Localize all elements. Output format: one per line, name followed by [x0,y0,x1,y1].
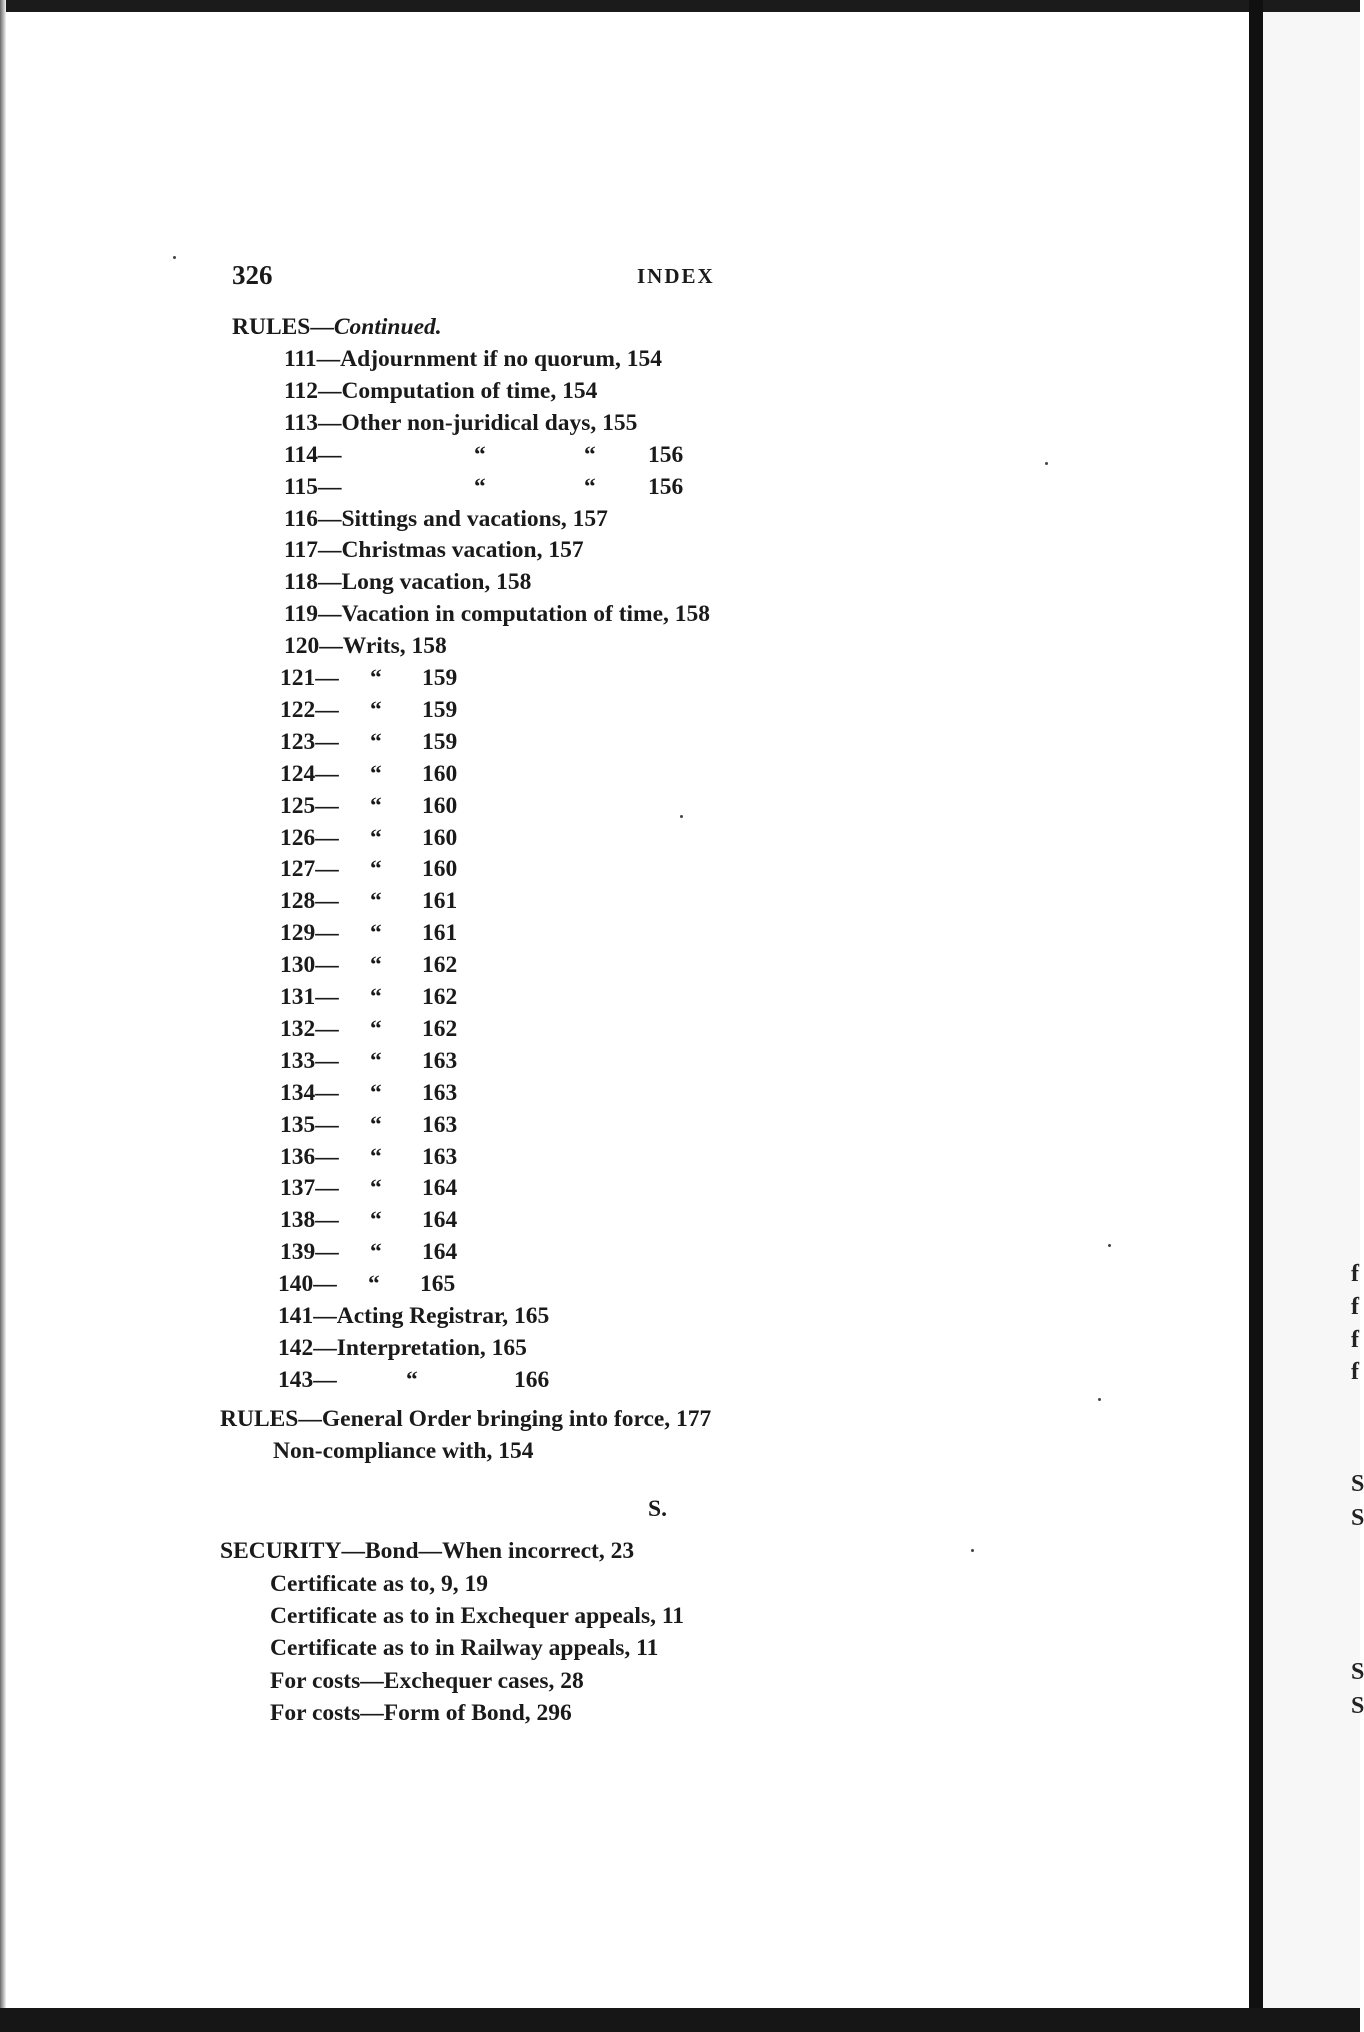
rule-number: 126— [280,825,339,851]
rule-entry [280,1048,458,1074]
rule-page-ref: 160 [422,793,458,819]
ditto-mark: “ [370,1144,382,1170]
rule-entry: 118—Long vacation, 158 [284,569,532,595]
rule-page-ref: 164 [422,1207,458,1233]
rule-entry [280,856,458,882]
ditto-mark: “ [370,793,382,819]
rule-entry [280,952,458,978]
security-subentry: For costs—Exchequer cases, 28 [270,1668,584,1694]
rule-entry [280,793,458,819]
security-subentry: For costs—Form of Bond, 296 [270,1700,572,1726]
scan-top-edge [0,0,1360,12]
ditto-mark: “ [370,665,382,691]
rule-number: 133— [280,1048,339,1074]
rule-number: 127— [280,856,339,882]
rule-page-ref: 166 [514,1367,550,1393]
scan-speck [680,815,683,818]
rule-entry: 111—Adjournment if no quorum, 154 [284,346,663,372]
rule-number: 130— [280,952,339,978]
ditto-mark: “ [370,888,382,914]
ditto-mark: “ [370,825,382,851]
ditto-mark: “ [406,1367,418,1393]
facing-page-fragment: S [1351,1471,1364,1497]
facing-page-fragment: f [1351,1261,1359,1287]
ditto-mark: “ [474,442,486,468]
security-subentry: Certificate as to, 9, 19 [270,1571,488,1597]
scan-speck [1098,1398,1101,1401]
facing-page-edge [1263,12,1364,2008]
ditto-mark: “ [370,1048,382,1074]
ditto-mark: “ [370,1112,382,1138]
rule-page-ref: 160 [422,825,458,851]
rule-number: 121— [280,665,339,691]
rule-entry [280,984,458,1010]
section-letter: S. [648,1496,667,1522]
rule-entry [278,1271,456,1297]
facing-page-fragment: f [1351,1359,1359,1385]
continued-label: Continued. [333,314,442,340]
ditto-mark: “ [584,442,596,468]
rule-entry: 142—Interpretation, 165 [278,1335,527,1361]
ditto-mark: “ [370,761,382,787]
rule-page-ref: 159 [422,697,458,723]
rule-entry [280,729,458,755]
rule-number: 143— [278,1367,337,1393]
scan-speck [971,1549,974,1552]
rule-entry [280,825,458,851]
ditto-mark: “ [370,1239,382,1265]
security-subentry: Certificate as to in Railway appeals, 11 [270,1635,659,1661]
rule-entry [284,474,684,500]
rule-entry [280,888,458,914]
rule-number: 114— [284,442,342,468]
rule-number: 125— [280,793,339,819]
rule-entry: 119—Vacation in computation of time, 158 [284,601,711,627]
ditto-mark: “ [370,729,382,755]
ditto-mark: “ [368,1271,380,1297]
rules-continued-heading [232,316,442,340]
facing-page-fragment: f [1351,1294,1359,1320]
rule-number: 135— [280,1112,339,1138]
rule-page-ref: 160 [422,761,458,787]
ditto-mark: “ [584,474,596,500]
ditto-mark: “ [370,952,382,978]
rule-page-ref: 160 [422,856,458,882]
rule-page-ref: 162 [422,984,458,1010]
rule-entry [280,665,458,691]
rule-entry [280,920,458,946]
rule-number: 137— [280,1175,339,1201]
rule-entry [280,1207,458,1233]
rule-entry [280,1112,458,1138]
facing-page-fragment: S [1351,1693,1364,1719]
rule-page-ref: 165 [420,1271,456,1297]
security-entry: SECURITY—Bond—When incorrect, 23 [220,1538,635,1564]
scan-speck [1045,462,1048,465]
facing-page-fragment: S [1351,1659,1364,1685]
rule-page-ref: 161 [422,920,458,946]
rule-page-ref: 162 [422,1016,458,1042]
rule-entry: 116—Sittings and vacations, 157 [284,506,608,532]
security-subentry: Certificate as to in Exchequer appeals, 11 [270,1603,685,1629]
rule-number: 131— [280,984,339,1010]
rule-number: 132— [280,1016,339,1042]
rule-entry [280,1016,458,1042]
index-page [0,12,1249,2008]
rule-page-ref: 164 [422,1239,458,1265]
rule-entry [280,1175,458,1201]
facing-page-fragment: f [1351,1327,1359,1353]
rule-number: 140— [278,1271,337,1297]
rule-page-ref: 161 [422,888,458,914]
facing-page-fragment: S [1351,1505,1364,1531]
rule-number: 138— [280,1207,339,1233]
rule-entry: 141—Acting Registrar, 165 [278,1303,550,1329]
ditto-mark: “ [370,1016,382,1042]
rule-number: 134— [280,1080,339,1106]
page-number: 326 [232,260,273,290]
rule-page-ref: 159 [422,665,458,691]
rules-heading-text: RULES— [232,314,334,340]
ditto-mark: “ [370,697,382,723]
rule-entry [280,697,458,723]
rule-entry: 112—Computation of time, 154 [284,378,598,404]
rule-number: 122— [280,697,339,723]
scan-speck [1108,1244,1111,1247]
rules-general-subentry: Non-compliance with, 154 [273,1438,534,1464]
rule-number: 124— [280,761,339,787]
book-gutter [1249,0,1263,2032]
page-header [232,260,792,296]
ditto-mark: “ [370,920,382,946]
rule-page-ref: 163 [422,1112,458,1138]
ditto-mark: “ [474,474,486,500]
rule-page-ref: 163 [422,1048,458,1074]
rule-entry [284,442,684,468]
rule-number: 139— [280,1239,339,1265]
scan-bottom-edge [0,2008,1360,2032]
rule-entry: 117—Christmas vacation, 157 [284,537,584,563]
rule-page-ref: 163 [422,1080,458,1106]
rule-page-ref: 159 [422,729,458,755]
rule-number: 129— [280,920,339,946]
rule-page-ref: 163 [422,1144,458,1170]
ditto-mark: “ [370,856,382,882]
scan-speck [173,256,176,259]
rules-general-entry: RULES—General Order bringing into force, 177 [220,1406,712,1432]
rule-page-ref: 156 [648,474,684,500]
rule-entry: 120—Writs, 158 [284,633,447,659]
ditto-mark: “ [370,1207,382,1233]
ditto-mark: “ [370,1080,382,1106]
rule-number: 123— [280,729,339,755]
rule-entry [280,1144,458,1170]
ditto-mark: “ [370,1175,382,1201]
ditto-mark: “ [370,984,382,1010]
rule-entry [280,761,458,787]
rule-number: 128— [280,888,339,914]
rule-number: 136— [280,1144,339,1170]
rule-entry: 113—Other non-juridical days, 155 [284,410,638,436]
running-head: INDEX [637,264,715,288]
rule-page-ref: 162 [422,952,458,978]
rule-entry [280,1080,458,1106]
rule-page-ref: 164 [422,1175,458,1201]
rule-number: 115— [284,474,342,500]
rule-entry [280,1239,458,1265]
rule-page-ref: 156 [648,442,684,468]
rule-entry [278,1367,550,1393]
